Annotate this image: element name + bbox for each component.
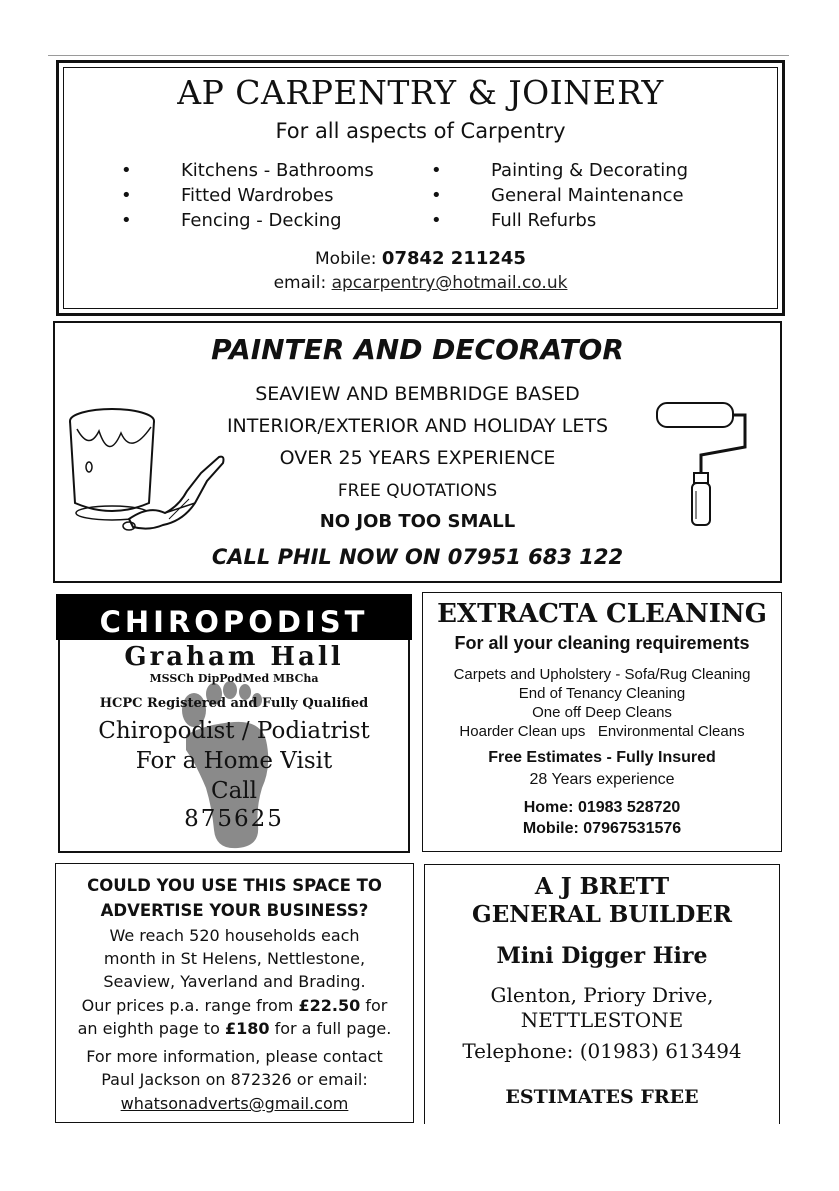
- ad-line: INTERIOR/EXTERIOR AND HOLIDAY LETS: [226, 415, 609, 437]
- ad-chiropodist: [56, 594, 412, 855]
- call-phone: CALL PHIL NOW ON 07951 683 122: [211, 545, 624, 569]
- ad-painter-decorator: [53, 321, 782, 583]
- body-line: month in St Helens, Nettlestone,: [103, 949, 366, 968]
- ad-body: [58, 640, 410, 853]
- estimates: Free Estimates - Fully Insured: [488, 749, 716, 766]
- service-line: One off Deep Cleans: [532, 704, 672, 721]
- estimates: ESTIMATES FREE: [505, 1086, 699, 1108]
- qualifications: MSSCh DipPodMed MBCha: [149, 672, 319, 685]
- service-line: Carpets and Upholstery - Sofa/Rug Cleaning: [453, 666, 751, 683]
- role: Chiropodist / Podiatrist: [98, 718, 370, 744]
- bullet-icon: •: [121, 160, 132, 181]
- paint-tin-brush-icon: [69, 401, 229, 536]
- service-item: • Full Refurbs: [431, 210, 597, 231]
- email-line: email: apcarpentry@hotmail.co.uk: [273, 273, 568, 293]
- service-item: • Kitchens - Bathrooms: [121, 160, 374, 181]
- ad-line: FREE QUOTATIONS: [337, 481, 498, 501]
- service-item: • Fencing - Decking: [121, 210, 342, 231]
- builder-role: GENERAL BUILDER: [472, 901, 732, 928]
- ad-header: CHIROPODIST: [56, 594, 412, 640]
- service-line: Hoarder Clean ups Environmental Cleans: [459, 723, 745, 740]
- home-phone: Home: 01983 528720: [523, 799, 681, 816]
- service: Mini Digger Hire: [496, 943, 708, 969]
- registration: HCPC Registered and Fully Qualified: [99, 696, 369, 711]
- practitioner-name: Graham Hall: [124, 642, 344, 672]
- bullet-icon: •: [431, 210, 442, 231]
- service-item: • Painting & Decorating: [431, 160, 689, 181]
- ad-line: OVER 25 YEARS EXPERIENCE: [279, 447, 556, 469]
- ad-line: SEAVIEW AND BEMBRIDGE BASED: [255, 383, 580, 405]
- mobile-phone: Mobile: 07967531576: [522, 820, 682, 837]
- body-line: Seaview, Yaverland and Brading.: [103, 972, 366, 991]
- ad-title: PAINTER AND DECORATOR: [211, 333, 624, 366]
- ad-subtitle: For all aspects of Carpentry: [275, 119, 566, 143]
- builder-name: A J BRETT: [534, 873, 670, 900]
- info-line: Paul Jackson on 872326 or email:: [101, 1070, 368, 1089]
- body-line: We reach 520 households each: [109, 926, 360, 945]
- call-label: Call: [210, 778, 258, 804]
- home-visit: For a Home Visit: [135, 748, 333, 774]
- paint-roller-icon: [651, 399, 751, 529]
- mobile-number: 07842 211245: [381, 248, 526, 269]
- services-right: [431, 158, 688, 233]
- ad-advertise-here: [55, 863, 414, 1123]
- service-line: End of Tenancy Cleaning: [518, 685, 686, 702]
- telephone: Telephone: (01983) 613494: [462, 1039, 742, 1063]
- email-link[interactable]: apcarpentry@hotmail.co.uk: [331, 273, 568, 293]
- heading-line: COULD YOU USE THIS SPACE TO: [87, 876, 382, 895]
- bullet-icon: •: [121, 185, 132, 206]
- bullet-icon: •: [431, 185, 442, 206]
- bullet-icon: •: [431, 160, 442, 181]
- heading-line: ADVERTISE YOUR BUSINESS?: [100, 901, 369, 920]
- bullet-icon: •: [121, 210, 132, 231]
- mobile-line: Mobile: 07842 211245: [315, 248, 526, 269]
- info-line: For more information, please contact: [86, 1047, 383, 1066]
- ad-title: EXTRACTA CLEANING: [437, 599, 767, 629]
- service-item: • General Maintenance: [431, 185, 684, 206]
- ad-subtitle: For all your cleaning requirements: [454, 633, 750, 653]
- ad-extracta-cleaning: [422, 592, 782, 852]
- ad-line: NO JOB TOO SMALL: [319, 511, 516, 532]
- services-left: [121, 158, 374, 233]
- experience: 28 Years experience: [529, 771, 675, 788]
- ad-ap-carpentry: [56, 60, 785, 316]
- ad-aj-brett-builder: [424, 864, 780, 1124]
- service-item: • Fitted Wardrobes: [121, 185, 334, 206]
- ad-title: AP CARPENTRY & JOINERY: [177, 73, 664, 112]
- email-link[interactable]: whatsonadverts@gmail.com: [120, 1094, 349, 1113]
- price-line: an eighth page to £180 for a full page.: [77, 1019, 392, 1038]
- page-top-rule: [48, 55, 789, 56]
- address-line: NETTLESTONE: [520, 1008, 684, 1032]
- price-line: Our prices p.a. range from £22.50 for: [81, 996, 388, 1015]
- address-line: Glenton, Priory Drive,: [490, 983, 714, 1007]
- phone-number: 875625: [184, 806, 284, 832]
